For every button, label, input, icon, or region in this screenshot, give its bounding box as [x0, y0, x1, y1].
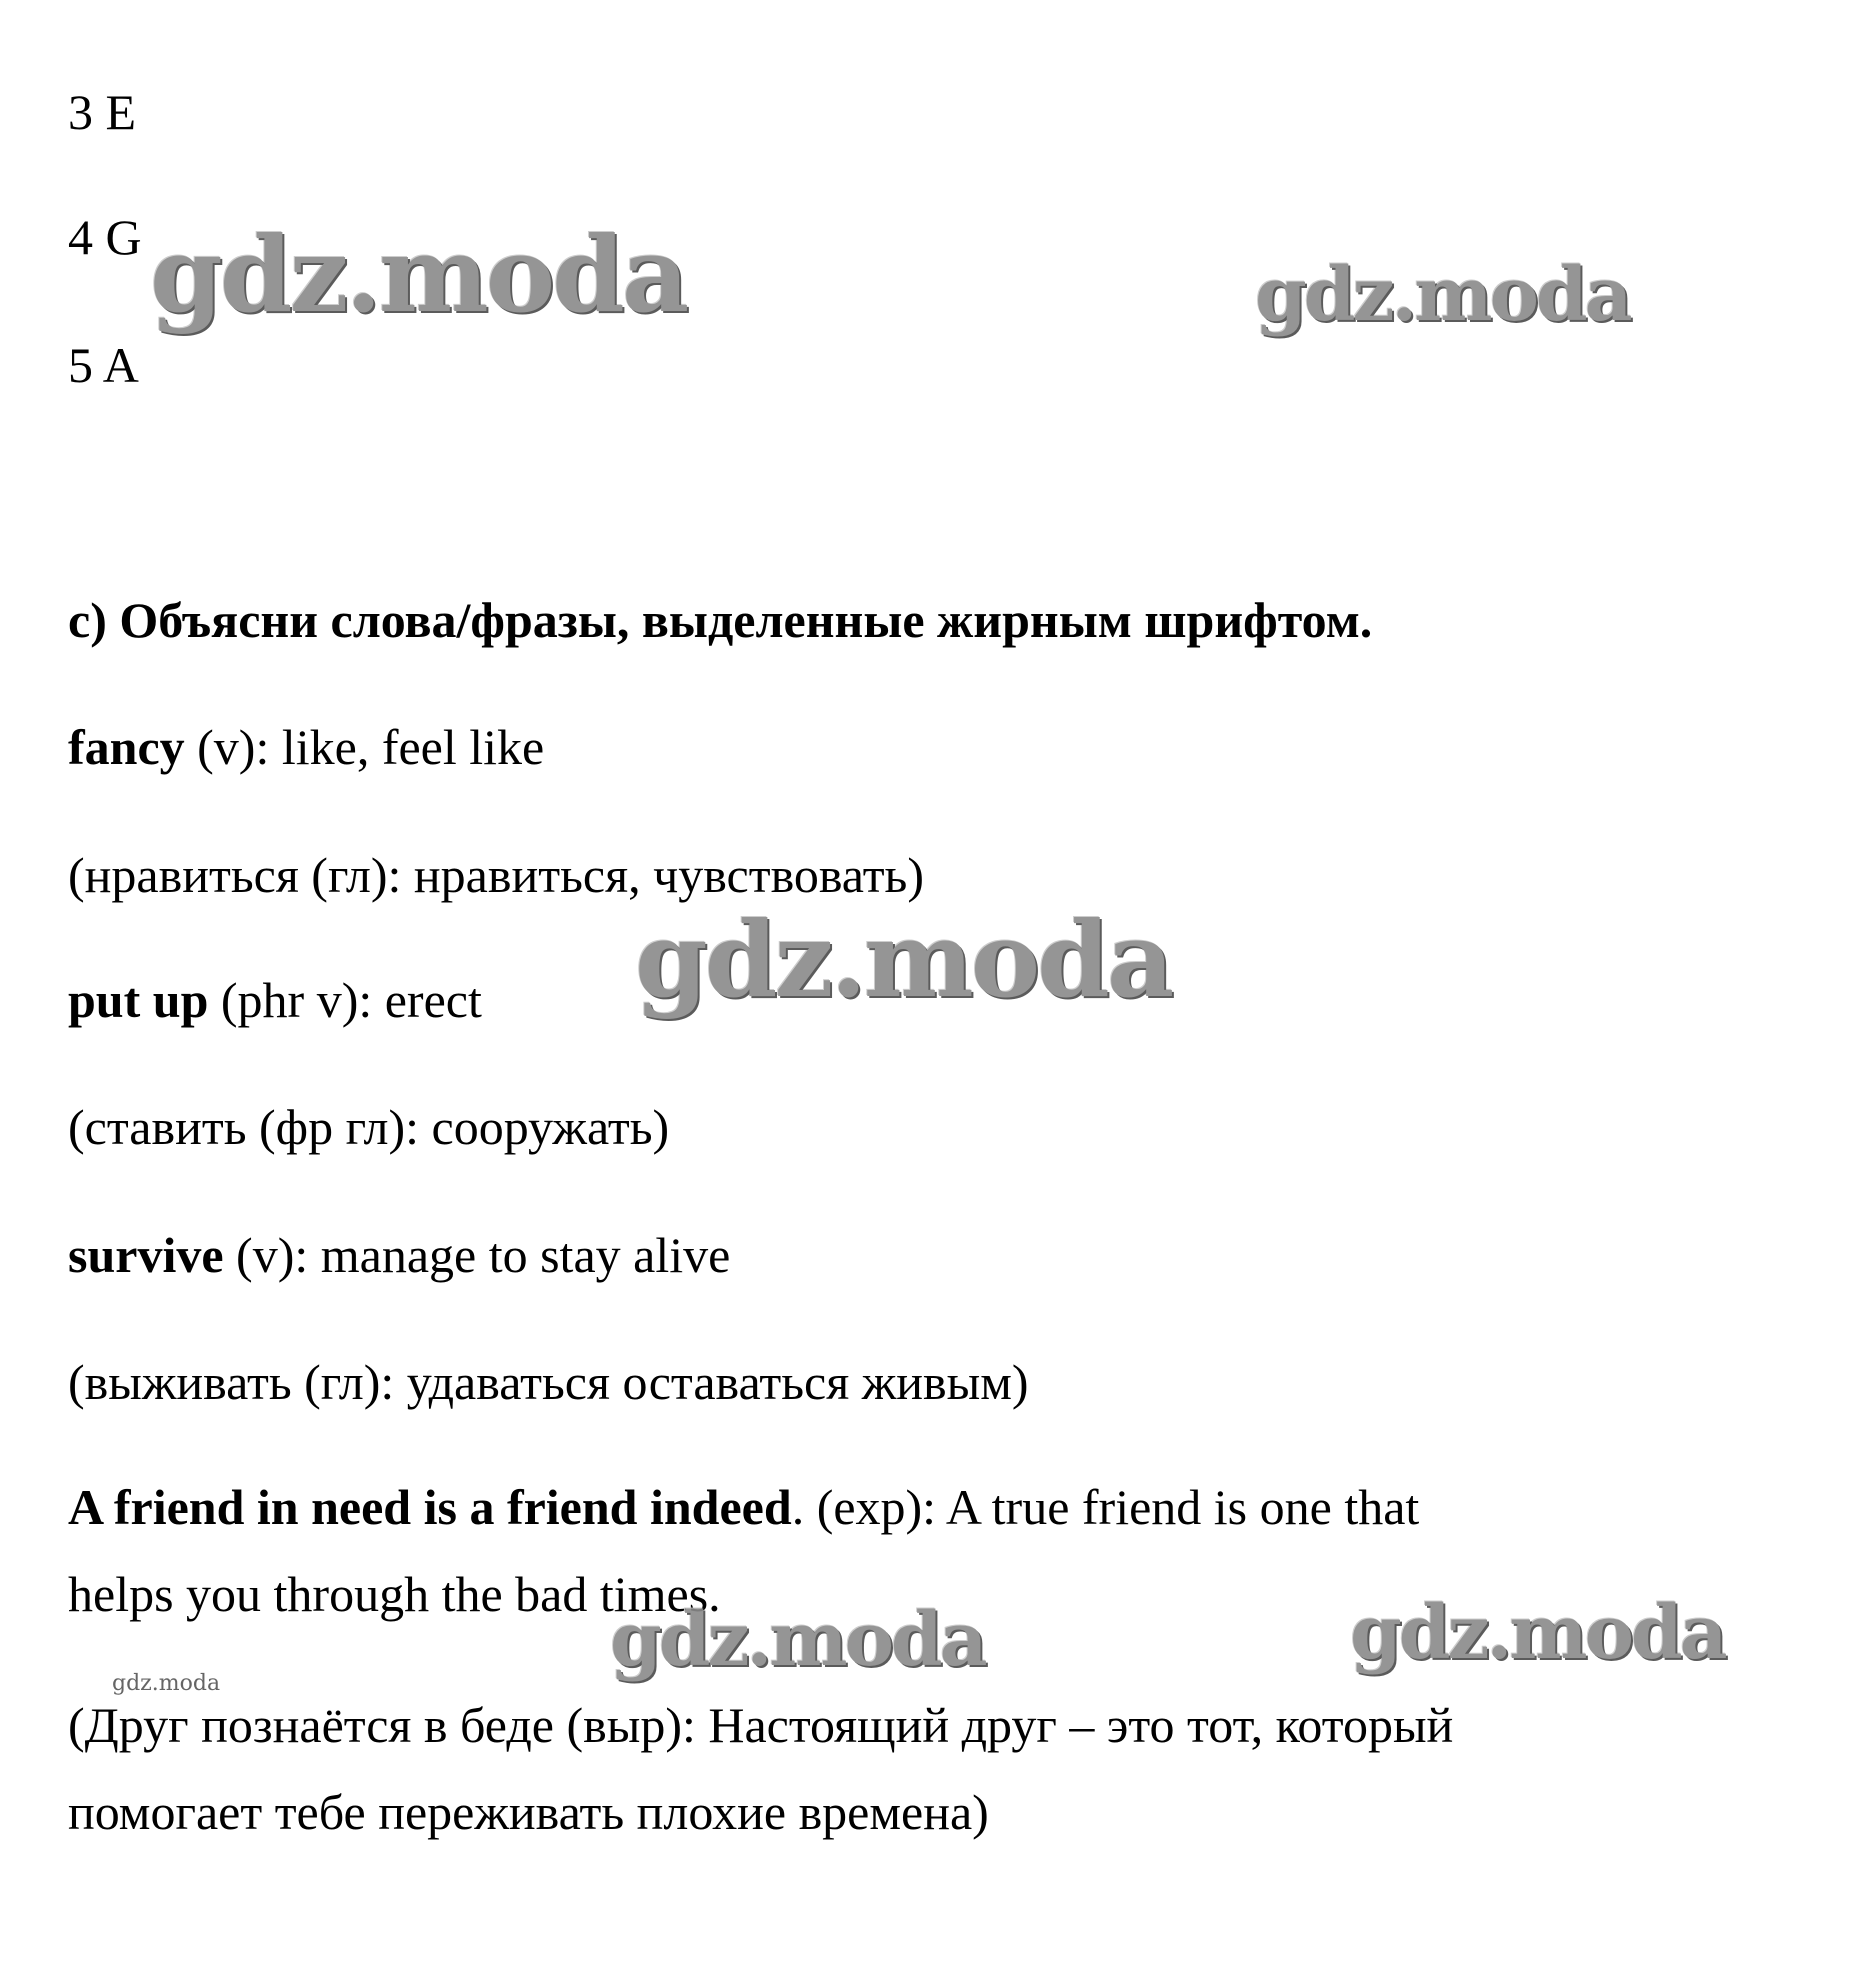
- answer-letter: E: [105, 84, 137, 140]
- vocab-definition: (v): like, feel like: [184, 719, 545, 775]
- vocab-definition: (phr v): erect: [208, 972, 482, 1028]
- answer-line: [68, 335, 139, 395]
- answer-line: [68, 207, 142, 267]
- vocab-translation: (нравиться (гл): нравиться, чувствовать): [68, 847, 925, 903]
- vocab-term: fancy: [68, 719, 185, 775]
- vocab-term: put up: [68, 972, 209, 1028]
- vocab-definition: . (exp): A true friend is one that: [791, 1479, 1420, 1535]
- vocab-translation: (выживать (гл): удаваться оставаться живым): [68, 1354, 1029, 1410]
- vocab-translation-continued: помогает тебе переживать плохие времена): [68, 1784, 989, 1840]
- watermark-logo: gdz.moda: [150, 213, 687, 336]
- task-heading: с) Объясни слова/фразы, выделенные жирным шрифтом.: [68, 592, 1373, 648]
- answer-number: 5: [68, 337, 93, 393]
- answer-letter: A: [102, 337, 139, 393]
- vocab-entry: [68, 970, 482, 1030]
- answer-letter: G: [105, 209, 142, 265]
- answer-line: [68, 82, 136, 142]
- watermark-logo: gdz.moda: [1255, 252, 1630, 338]
- vocab-term: survive: [68, 1227, 224, 1283]
- vocab-entry: [68, 1477, 1419, 1537]
- watermark-logo: gdz.moda: [112, 1671, 221, 1696]
- vocab-definition: (v): manage to stay alive: [223, 1227, 731, 1283]
- vocab-entry: [68, 717, 544, 777]
- answer-number: 3: [68, 84, 93, 140]
- vocab-translation: (ставить (фр гл): сооружать): [68, 1099, 670, 1155]
- answer-number: 4: [68, 209, 93, 265]
- vocab-definition-continued: helps you through the bad times.: [68, 1566, 721, 1622]
- watermark-logo: gdz.moda: [610, 1597, 985, 1683]
- watermark-logo: gdz.moda: [1350, 1590, 1725, 1676]
- vocab-term: A friend in need is a friend indeed: [68, 1479, 792, 1535]
- vocab-translation: (Друг познаётся в беде (выр): Настоящий друг – это тот, который: [68, 1697, 1454, 1753]
- watermark-logo: gdz.moda: [635, 898, 1172, 1021]
- vocab-entry: [68, 1225, 730, 1285]
